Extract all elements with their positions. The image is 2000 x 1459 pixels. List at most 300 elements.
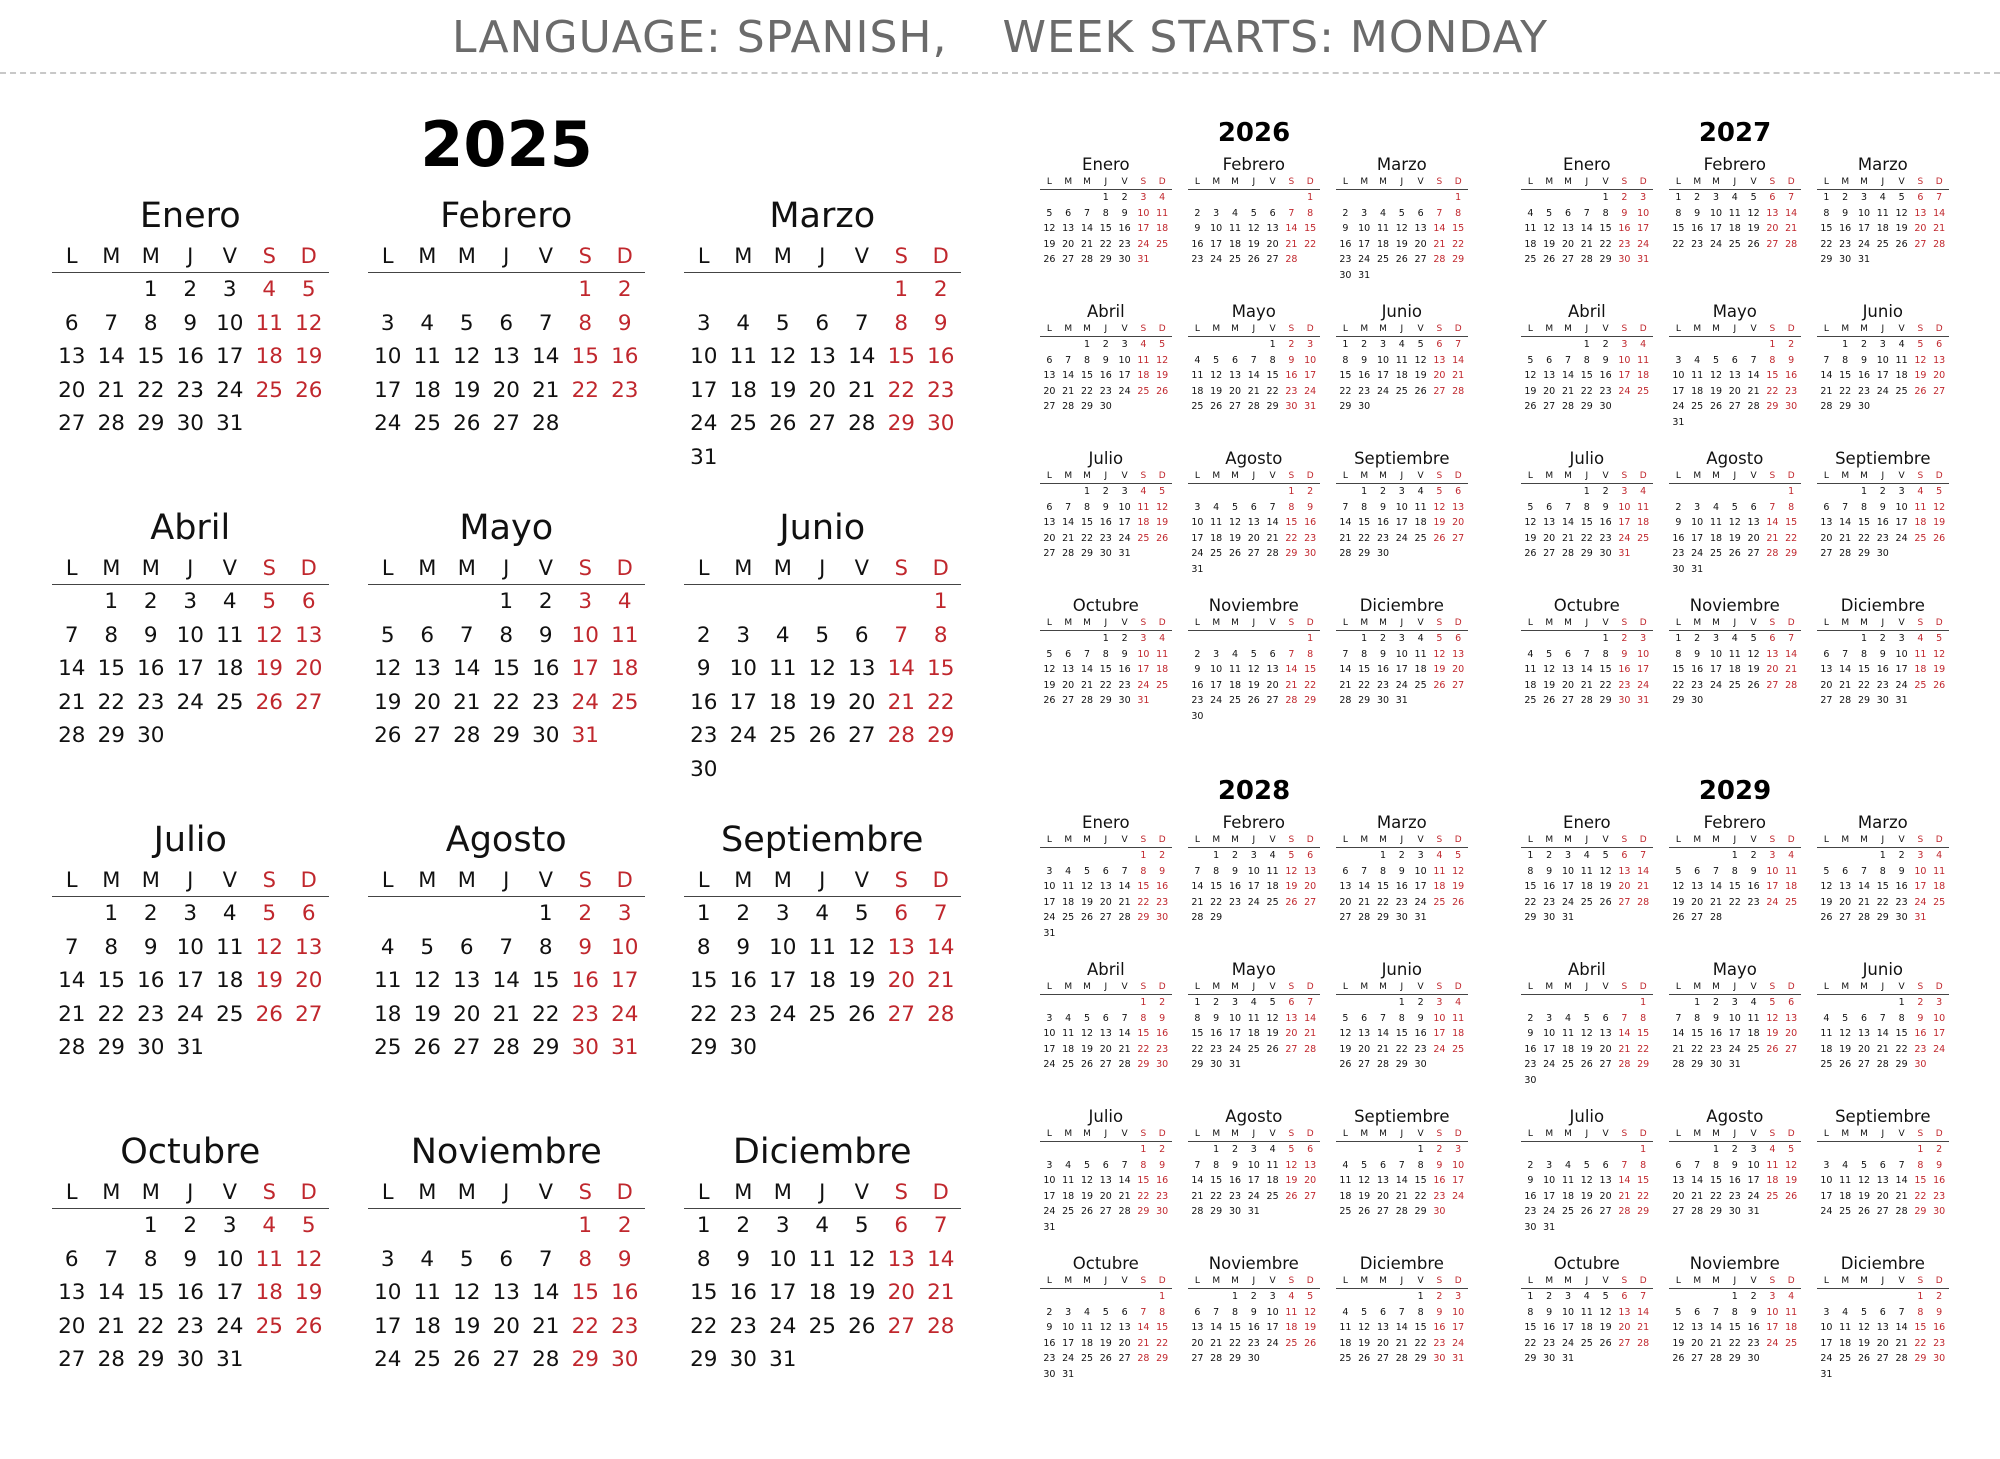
day-cell: 16	[1285, 370, 1298, 381]
weekday-label: J	[1400, 471, 1404, 481]
empty-cell	[1392, 1289, 1411, 1305]
weekday-header	[1040, 176, 1172, 190]
weekday-label: J	[1104, 1276, 1108, 1286]
day-cell: 13	[1099, 1175, 1112, 1186]
empty-cell	[1301, 562, 1320, 578]
month-name: Agosto	[445, 820, 567, 860]
day-cell: 13	[1820, 664, 1833, 675]
day-cell: 29	[137, 411, 165, 436]
day-cell: 16	[1358, 370, 1371, 381]
weekday-label: V	[1121, 1276, 1128, 1286]
empty-cell	[1430, 693, 1449, 709]
day-cell: 2	[1417, 997, 1424, 1008]
week-row	[1669, 1289, 1801, 1305]
day-cell: 31	[1358, 269, 1371, 281]
day-cell: 20	[1433, 370, 1446, 381]
month-name: Septiembre	[1835, 449, 1931, 468]
day-cell: 8	[1712, 1159, 1720, 1171]
day-cell: 6	[1379, 1159, 1387, 1171]
day-cell: 16	[1728, 1175, 1741, 1186]
empty-cell	[1521, 337, 1540, 353]
week-row	[1040, 515, 1172, 531]
empty-cell	[1188, 190, 1207, 206]
day-cell: 20	[1543, 385, 1556, 397]
empty-cell	[842, 585, 882, 619]
day-cell: 17	[374, 1313, 402, 1339]
empty-cell	[1782, 910, 1801, 926]
week-row	[1817, 1158, 1949, 1174]
day-cell: 25	[611, 689, 639, 715]
day-cell: 19	[453, 1313, 481, 1339]
day-cell: 20	[1766, 664, 1779, 675]
week-row	[1817, 1289, 1949, 1305]
day-cell: 22	[1376, 896, 1390, 908]
day-cell: 20	[1820, 532, 1833, 544]
day-cell: 11	[1433, 865, 1446, 877]
day-cell: 7	[1842, 648, 1849, 660]
day-cell: 22	[1395, 1043, 1408, 1055]
weekday-label: M	[1360, 471, 1369, 481]
day-cell: 8	[1694, 1012, 1701, 1024]
day-cell: 13	[1820, 517, 1833, 528]
day-cell: 29	[1857, 695, 1871, 706]
day-cell: 14	[58, 968, 86, 993]
week-row	[1521, 1142, 1653, 1158]
day-cell: 1	[1602, 633, 1609, 644]
day-cell: 10	[1728, 1012, 1741, 1024]
week-row	[684, 374, 961, 408]
day-cell: 18	[255, 344, 283, 369]
day-cell: 20	[1304, 1175, 1317, 1186]
empty-cell	[52, 273, 92, 307]
day-cell: 2	[1621, 633, 1628, 644]
week-row	[1040, 1173, 1172, 1189]
weekday-label: M	[1860, 471, 1868, 481]
day-cell: 28	[1285, 254, 1298, 265]
day-cell: 14	[1118, 1028, 1131, 1039]
day-cell: 30	[729, 1347, 757, 1372]
day-cell: 13	[1452, 501, 1465, 513]
day-cell: 14	[1433, 223, 1446, 234]
weekday-label: M	[1212, 324, 1221, 334]
day-cell: 23	[1156, 1190, 1169, 1202]
day-cell: 26	[1080, 1206, 1094, 1217]
empty-cell	[1559, 631, 1578, 647]
empty-cell	[1153, 926, 1172, 942]
weekday-label: S	[578, 868, 592, 892]
day-cell: 29	[1599, 254, 1612, 265]
empty-cell	[1615, 1351, 1634, 1367]
day-cell: 8	[1140, 865, 1147, 877]
empty-cell	[1577, 1220, 1596, 1236]
day-cell: 6	[1564, 648, 1572, 660]
week-row	[1336, 368, 1468, 384]
empty-cell	[1096, 848, 1115, 864]
weekday-label: J	[187, 1180, 194, 1204]
day-cell: 11	[1191, 370, 1204, 381]
empty-cell	[1559, 337, 1578, 353]
month-2026-7	[1040, 448, 1172, 562]
weekday-label: V	[1269, 618, 1276, 628]
day-cell: 16	[1933, 1322, 1946, 1333]
week-row	[1817, 1189, 1949, 1205]
day-cell: 31	[769, 1347, 797, 1372]
day-cell: 27	[1933, 385, 1946, 397]
day-cell: 2	[1860, 339, 1868, 350]
empty-cell	[1244, 631, 1263, 647]
day-cell: 26	[1156, 532, 1169, 544]
month-2025-3	[684, 192, 961, 474]
week-row	[1040, 1320, 1172, 1336]
day-cell: 27	[1820, 695, 1833, 706]
day-cell: 20	[1914, 223, 1927, 234]
day-cell: 15	[1156, 1322, 1169, 1333]
empty-cell	[250, 1031, 290, 1065]
day-cell: 8	[1731, 1306, 1738, 1318]
day-cell: 28	[1339, 548, 1352, 559]
week-row	[52, 585, 329, 619]
week-row	[1336, 206, 1468, 222]
day-cell: 29	[1914, 1206, 1927, 1217]
weekday-label: M	[1231, 177, 1239, 187]
empty-cell	[1301, 1057, 1320, 1073]
day-cell: 31	[1228, 1059, 1242, 1070]
day-cell: 3	[1621, 339, 1628, 350]
empty-cell	[1040, 995, 1059, 1011]
day-cell: 27	[58, 1347, 86, 1372]
day-cell: 21	[1191, 1190, 1204, 1202]
day-cell: 1	[143, 277, 158, 302]
day-cell: 30	[1618, 695, 1631, 706]
empty-cell	[1596, 1351, 1615, 1367]
day-cell: 2	[1602, 486, 1609, 497]
day-cell: 27	[1228, 401, 1242, 412]
day-cell: 21	[1895, 1190, 1908, 1202]
day-cell: 4	[815, 1213, 830, 1238]
day-cell: 9	[1159, 1012, 1166, 1024]
day-cell: 13	[1043, 370, 1056, 381]
weekday-label: L	[1342, 324, 1348, 334]
day-cell: 17	[1857, 223, 1871, 234]
day-cell: 7	[1640, 850, 1647, 861]
day-cell: 6	[1455, 486, 1462, 497]
empty-cell	[803, 273, 843, 307]
day-cell: 2	[1194, 648, 1201, 660]
day-cell: 14	[1191, 881, 1204, 892]
weekday-label: D	[1935, 982, 1943, 992]
day-cell: 4	[1140, 486, 1147, 497]
day-cell: 25	[1228, 695, 1242, 706]
month-name: Octubre	[1553, 1254, 1620, 1273]
day-cell: 3	[1823, 1159, 1830, 1171]
day-cell: 24	[1618, 385, 1631, 397]
day-cell: 8	[1769, 354, 1776, 366]
week-row	[52, 407, 329, 441]
week-row	[1521, 895, 1653, 911]
weekday-label: D	[1454, 982, 1462, 992]
day-cell: 29	[1099, 254, 1112, 265]
day-cell: 17	[1358, 238, 1371, 250]
day-cell: 7	[1898, 1306, 1905, 1318]
week-row	[1040, 647, 1172, 663]
day-cell: 15	[1876, 881, 1889, 892]
day-cell: 14	[1839, 517, 1852, 528]
day-cell: 25	[1452, 1043, 1465, 1055]
day-cell: 5	[301, 277, 316, 302]
day-cell: 14	[492, 968, 520, 993]
day-cell: 25	[1876, 238, 1889, 250]
week-row	[1188, 515, 1320, 531]
weekday-label: J	[187, 556, 194, 580]
day-cell: 2	[1102, 339, 1109, 350]
weekday-label: J	[819, 868, 826, 892]
weekday-label: L	[1823, 471, 1829, 481]
day-cell: 9	[1602, 354, 1609, 366]
day-cell: 21	[1118, 1190, 1131, 1202]
empty-cell	[1355, 995, 1374, 1011]
empty-cell	[1763, 693, 1782, 709]
empty-cell	[566, 407, 606, 441]
weekday-label: J	[1104, 835, 1108, 845]
month-2027-5	[1669, 301, 1801, 430]
day-cell: 16	[1247, 1322, 1260, 1333]
month-name: Marzo	[769, 196, 876, 236]
day-cell: 3	[578, 589, 593, 614]
week-row	[1669, 1305, 1801, 1321]
month-name: Enero	[1563, 813, 1611, 832]
day-cell: 14	[848, 344, 876, 369]
day-cell: 14	[453, 656, 481, 681]
month-name: Diciembre	[1359, 1254, 1444, 1273]
day-cell: 18	[1691, 385, 1704, 397]
empty-cell	[526, 273, 566, 307]
day-cell: 12	[1414, 354, 1427, 366]
weekday-label: S	[262, 1180, 276, 1204]
week-row	[1040, 1289, 1172, 1305]
week-row	[1521, 368, 1653, 384]
day-cell: 9	[143, 934, 158, 960]
weekday-label: S	[1436, 471, 1443, 481]
day-cell: 11	[1914, 501, 1927, 513]
weekday-label: V	[1417, 835, 1424, 845]
week-row	[1336, 1158, 1468, 1174]
day-cell: 1	[1788, 486, 1795, 497]
empty-cell	[1207, 190, 1226, 206]
empty-cell	[1540, 190, 1559, 206]
day-cell: 13	[1618, 1306, 1631, 1318]
empty-cell	[1392, 399, 1411, 415]
day-cell: 6	[1307, 1144, 1314, 1155]
weekday-label: S	[1436, 618, 1443, 628]
day-cell: 3	[1936, 997, 1943, 1008]
weekday-label: M	[1379, 324, 1387, 334]
day-cell: 1	[578, 277, 593, 302]
day-cell: 5	[1307, 1291, 1314, 1302]
empty-cell	[842, 1343, 882, 1377]
empty-cell	[1540, 337, 1559, 353]
day-cell: 30	[1395, 912, 1408, 923]
week-row	[684, 441, 961, 475]
day-cell: 19	[1395, 238, 1408, 250]
day-cell: 5	[459, 310, 474, 336]
day-cell: 4	[1564, 1012, 1572, 1024]
weekday-label: D	[616, 868, 633, 892]
day-cell: 13	[1785, 1012, 1798, 1024]
day-cell: 27	[1543, 548, 1556, 559]
day-cell: 20	[1191, 1337, 1204, 1349]
day-cell: 16	[1524, 1190, 1537, 1202]
day-cell: 15	[1766, 370, 1779, 381]
day-cell: 30	[571, 1035, 599, 1060]
day-cell: 7	[1769, 501, 1776, 513]
month-2027-2	[1669, 154, 1801, 252]
day-cell: 21	[1580, 679, 1593, 691]
day-cell: 14	[1839, 664, 1852, 675]
day-cell: 25	[1247, 1043, 1260, 1055]
weekday-label: S	[1140, 1129, 1147, 1139]
day-cell: 12	[1766, 1012, 1779, 1024]
empty-cell	[1336, 484, 1355, 500]
weekday-label: S	[1436, 982, 1443, 992]
day-cell: 4	[1140, 339, 1147, 350]
weekday-label: D	[1935, 324, 1943, 334]
day-cell: 11	[1156, 648, 1169, 660]
day-cell: 21	[927, 1280, 955, 1305]
day-cell: 25	[1376, 254, 1390, 265]
weekday-label: S	[1769, 982, 1776, 992]
weekday-label: D	[1935, 177, 1943, 187]
day-cell: 27	[1266, 695, 1279, 706]
day-cell: 23	[1395, 896, 1408, 908]
weekday-label: M	[1231, 982, 1239, 992]
day-cell: 19	[374, 689, 402, 715]
day-cell: 22	[1099, 238, 1112, 250]
day-cell: 12	[255, 622, 283, 648]
day-cell: 28	[1062, 401, 1075, 412]
day-cell: 25	[1820, 1059, 1833, 1070]
day-cell: 22	[97, 1001, 125, 1027]
weekday-label: J	[819, 244, 826, 268]
day-cell: 28	[1580, 254, 1593, 265]
weekday-label: M	[773, 244, 792, 268]
day-cell: 30	[176, 1347, 204, 1372]
weekday-label: M	[418, 868, 437, 892]
day-cell: 10	[1876, 354, 1889, 366]
day-cell: 28	[1080, 254, 1094, 265]
day-cell: 23	[1414, 1043, 1427, 1055]
day-cell: 15	[1728, 881, 1741, 892]
day-cell: 26	[1599, 1337, 1612, 1349]
weekday-label: S	[262, 868, 276, 892]
day-cell: 31	[1543, 1221, 1556, 1233]
empty-cell	[1521, 1142, 1540, 1158]
empty-cell	[1153, 1220, 1172, 1236]
day-cell: 9	[1288, 354, 1295, 366]
day-cell: 14	[1895, 1175, 1908, 1186]
empty-cell	[1669, 995, 1688, 1011]
day-cell: 9	[617, 1246, 632, 1272]
day-cell: 7	[1398, 1159, 1405, 1171]
day-cell: 19	[1524, 532, 1537, 544]
year-title: 2029	[1698, 776, 1772, 806]
day-cell: 19	[255, 656, 283, 681]
day-cell: 8	[143, 310, 158, 336]
weekday-label: V	[1121, 618, 1128, 628]
day-cell: 25	[216, 1001, 244, 1027]
day-cell: 13	[1191, 1322, 1204, 1333]
week-row	[1188, 399, 1320, 415]
empty-cell	[1134, 1289, 1153, 1305]
day-cell: 31	[176, 1035, 204, 1060]
day-cell: 10	[1358, 223, 1371, 234]
day-cell: 19	[1339, 1043, 1352, 1055]
day-cell: 16	[1191, 238, 1204, 250]
day-cell: 4	[380, 934, 395, 960]
week-row	[1817, 1204, 1949, 1220]
day-cell: 2	[1879, 633, 1886, 644]
empty-cell	[1930, 693, 1949, 709]
day-cell: 28	[1691, 1206, 1704, 1217]
empty-cell	[289, 1031, 329, 1065]
day-cell: 6	[1102, 1012, 1109, 1024]
day-cell: 24	[1820, 1353, 1833, 1364]
day-cell: 25	[1137, 385, 1150, 397]
empty-cell	[1188, 1289, 1207, 1305]
day-cell: 30	[1691, 695, 1704, 706]
month-name: Febrero	[1703, 813, 1766, 832]
day-cell: 23	[1376, 532, 1390, 544]
day-cell: 24	[1561, 1337, 1575, 1349]
weekday-label: M	[1360, 1276, 1369, 1286]
day-cell: 7	[459, 622, 474, 648]
day-cell: 22	[1637, 1043, 1650, 1055]
day-cell: 27	[1914, 238, 1927, 250]
empty-cell	[1430, 399, 1449, 415]
day-cell: 25	[413, 411, 441, 436]
weekday-label: L	[1194, 835, 1200, 845]
weekday-label: V	[1602, 324, 1609, 334]
day-cell: 16	[1895, 881, 1908, 892]
day-cell: 10	[1747, 1159, 1760, 1171]
day-cell: 13	[1857, 1028, 1871, 1039]
weekday-label: V	[1602, 177, 1609, 187]
day-cell: 20	[1414, 238, 1427, 250]
day-cell: 20	[492, 377, 520, 403]
weekday-label: D	[1787, 1129, 1795, 1139]
day-cell: 3	[1436, 997, 1443, 1008]
day-cell: 22	[1524, 1337, 1537, 1349]
weekday-header	[1669, 1128, 1801, 1142]
day-cell: 1	[1307, 633, 1314, 644]
day-cell: 1	[1213, 850, 1220, 861]
empty-cell	[842, 1031, 882, 1065]
day-cell: 17	[176, 656, 204, 681]
week-row	[1817, 337, 1949, 353]
weekday-label: L	[1527, 1276, 1533, 1286]
week-row	[1669, 368, 1801, 384]
day-cell: 9	[1307, 501, 1314, 513]
day-cell: 26	[1543, 254, 1556, 265]
empty-cell	[1226, 484, 1245, 500]
week-row	[1188, 1351, 1320, 1367]
day-cell: 26	[453, 411, 481, 436]
week-row	[1817, 206, 1949, 222]
day-cell: 22	[1524, 896, 1537, 908]
day-cell: 22	[1895, 1043, 1908, 1055]
week-row	[1521, 1011, 1653, 1027]
day-cell: 19	[1210, 385, 1223, 397]
day-cell: 3	[1731, 997, 1738, 1008]
